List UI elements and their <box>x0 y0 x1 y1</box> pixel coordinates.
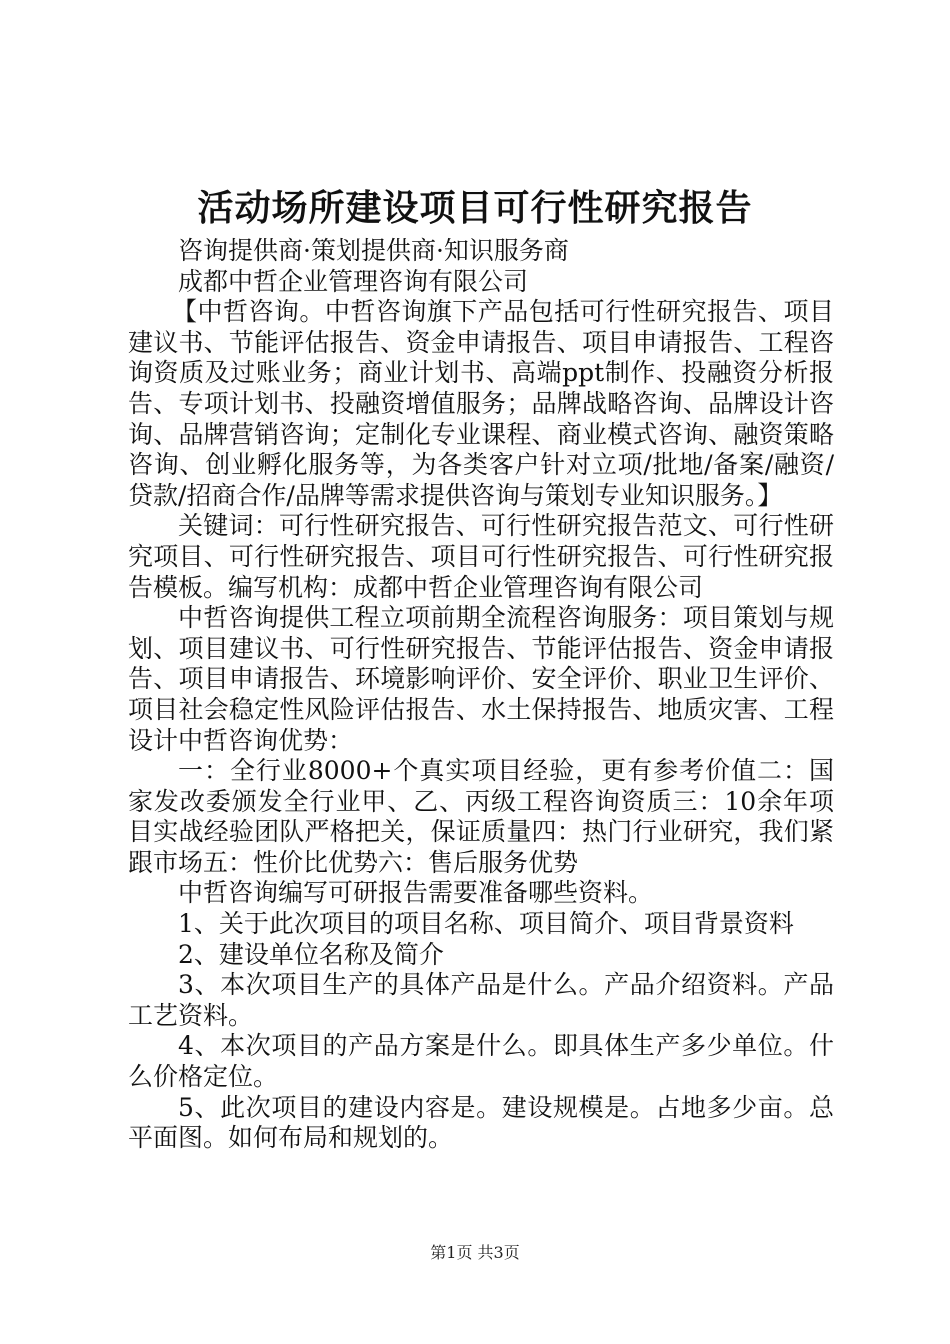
paragraph-intro: 【中哲咨询。中哲咨询旗下产品包括可行性研究报告、项目建议书、节能评估报告、资金申请报告、项目申请报告、工程咨询资质及过账业务；商业计划书、高端ppt制作、投融资分析报告、专项计划书、投融资增值服务；品牌战略咨询、品牌设计咨询、品牌营销咨询；定制化专业课程、商业模式咨询、融资策略咨询、创业孵化服务等，为各类客户针对立项/批地/备案/融资/贷款/招商合作/品牌等需求提供咨询与策划专业知识服务。】 <box>128 297 834 510</box>
page-number-footer: 第1页 共3页 <box>430 1243 520 1262</box>
document-title: 活动场所建设项目可行性研究报告 <box>197 187 753 229</box>
paragraph-services: 中哲咨询提供工程立项前期全流程咨询服务：项目策划与规划、项目建议书、可行性研究报告、节能评估报告、资金申请报告、项目申请报告、环境影响评价、安全评价、职业卫生评价、项目社会稳定性风险评估报告、水土保持报告、地质灾害、工程设计中哲咨询优势： <box>128 603 834 755</box>
list-item-2: 2、建设单位名称及简介 <box>178 939 444 969</box>
paragraph-keywords: 关键词：可行性研究报告、可行性研究报告范文、可行性研究项目、可行性研究报告、项目可行性研究报告、可行性研究报告模板。编写机构：成都中哲企业管理咨询有限公司 <box>128 511 834 602</box>
paragraph-company: 成都中哲企业管理咨询有限公司 <box>178 266 529 296</box>
list-item-1: 1、关于此次项目的项目名称、项目简介、项目背景资料 <box>178 909 794 939</box>
document-body <box>128 236 834 1154</box>
list-item-4: 4、本次项目的产品方案是什么。即具体生产多少单位。什么价格定位。 <box>128 1031 834 1092</box>
list-item-3: 3、本次项目生产的具体产品是什么。产品介绍资料。产品工艺资料。 <box>128 970 834 1030</box>
paragraph-materials-heading: 中哲咨询编写可研报告需要准备哪些资料。 <box>178 878 654 908</box>
list-item-5: 5、此次项目的建设内容是。建设规模是。占地多少亩。总平面图。如何布局和规划的。 <box>128 1092 834 1153</box>
paragraph-tagline: 咨询提供商·策划提供商·知识服务商 <box>178 236 569 265</box>
paragraph-advantages: 一：全行业8000+个真实项目经验，更有参考价值二：国家发改委颁发全行业甲、乙、丙级工程咨询资质三：10余年项目实战经验团队严格把关，保证质量四：热门行业研究，我们紧跟市场五：性价比优势六：售后服务优势 <box>128 756 834 877</box>
